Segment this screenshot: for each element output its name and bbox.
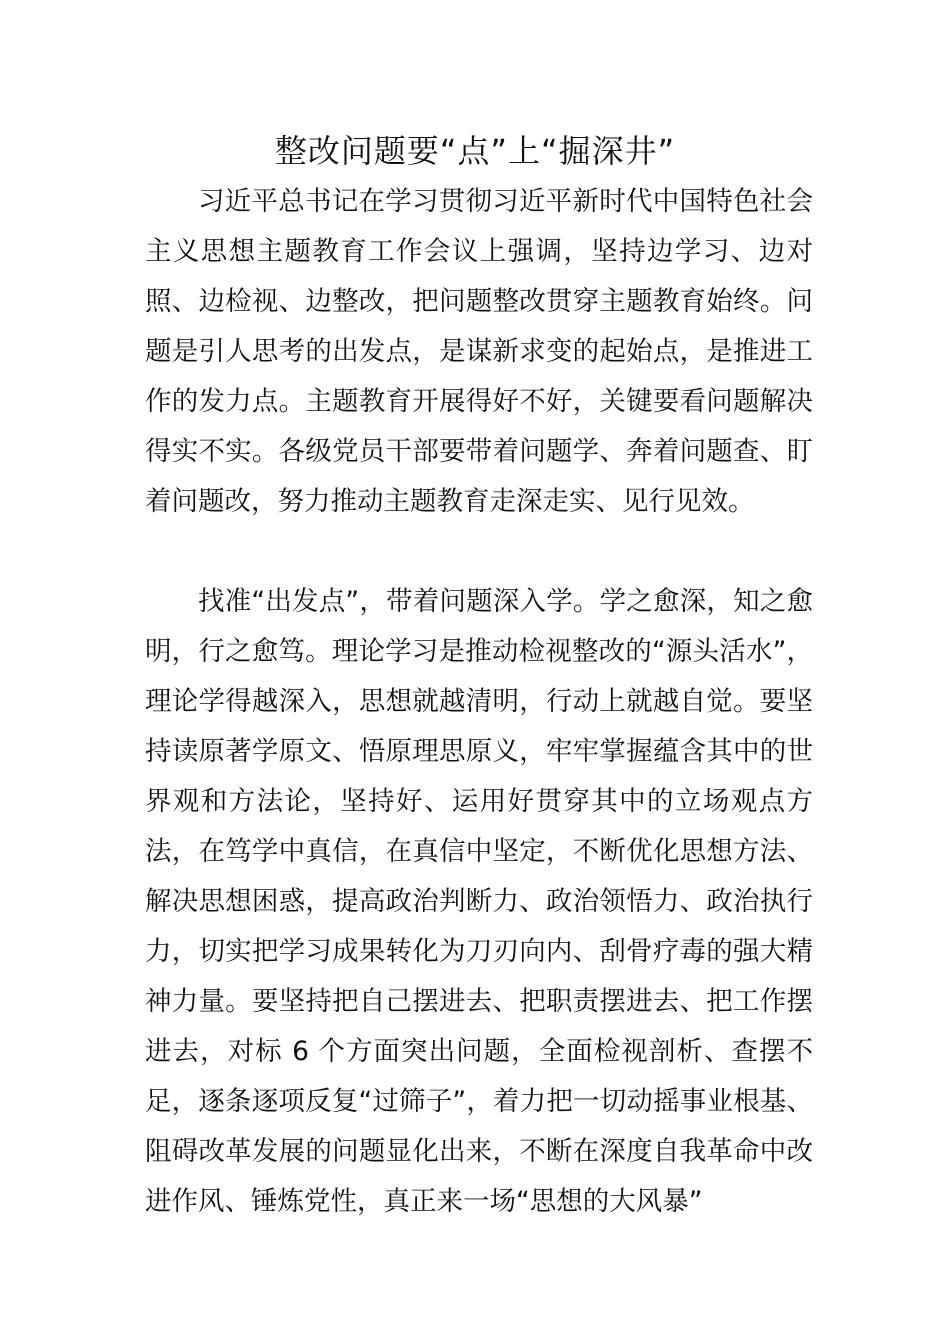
paragraph-starting-point: 找准“出发点”，带着问题深入学。学之愈深，知之愈明，行之愈笃。理论学习是推动检视整改的“源头活水”，理论学得越深入，思想就越清明，行动上就越自觉。要坚持读原著学原文、悟原理思原义，牢牢掌握蕴含其中的世界观和方法论，坚持好、运用好贯穿其中的立场观点方法，在笃学中真信，在真信中坚定，不断优化思想方法、解决思想困惑，提高政治判断力、政治领悟力、政治执行力，切实把学习成果转化为刀刃向内、刮骨疗毒的强大精神力量。要坚持把自己摆进去、把职责摆进去、把工作摆进去，对标 6 个方面突出问题，全面检视剖析、查摆不足，逐条逐项反复“过筛子”，着力把一切动摇事业根基、阻碍改革发展的问题显化出来，不断在深度自我革命中改进作风、锤炼党性，真正来一场“思想的大风暴”	[145, 586, 813, 1217]
document-title: 整改问题要“点”上“掘深井”	[274, 132, 676, 170]
paragraph-intro: 习近平总书记在学习贯彻习近平新时代中国特色社会主义思想主题教育工作会议上强调，坚持边学习、边对照、边检视、边整改，把问题整改贯穿主题教育始终。问题是引人思考的出发点，是谋新求变的起始点，是推进工作的发力点。主题教育开展得好不好，关键要看问题解决得实不实。各级党员干部要带着问题学、奔着问题查、盯着问题改，努力推动主题教育走深走实、见行见效。	[145, 186, 813, 517]
